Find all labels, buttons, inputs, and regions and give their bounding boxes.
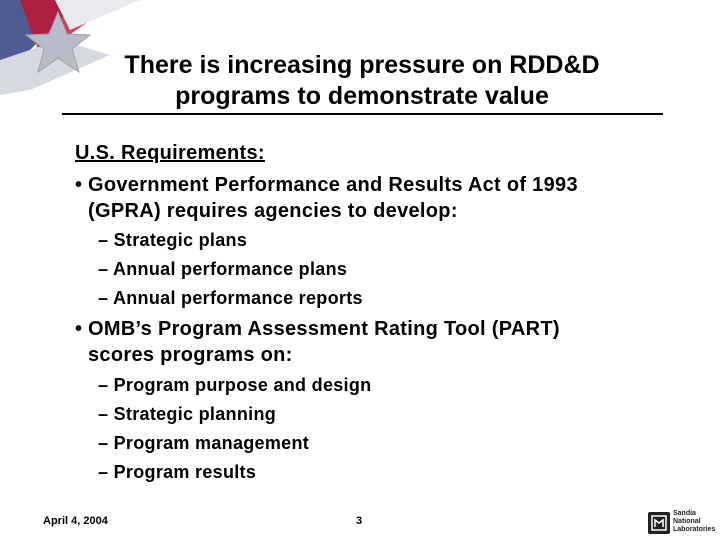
sub-item-program-purpose: – Program purpose and design (98, 375, 372, 395)
bullet-part (75, 316, 675, 368)
bullet-part-line-2: scores programs on: (88, 344, 293, 366)
bullet-mark: • (75, 174, 83, 196)
sub-item-program-results: – Program results (98, 462, 257, 482)
thunderbird-icon (648, 512, 670, 534)
slide-title (62, 50, 662, 112)
bullet-part-line-1: OMB’s Program Assessment Rating Tool (PART) (88, 318, 560, 340)
sub-item-annual-performance-plans: – Annual performance plans (98, 259, 348, 279)
title-underline-rule (62, 113, 663, 115)
bullet-gpra (75, 172, 675, 224)
sandia-logo (648, 510, 716, 538)
logo-text: Sandia National Laboratories (673, 510, 716, 533)
title-line-1: There is increasing pressure on RDD&D (124, 51, 600, 79)
bullet-mark: • (75, 318, 83, 340)
sub-item-strategic-plans: – Strategic plans (98, 230, 248, 250)
sub-item-program-management: – Program management (98, 433, 310, 453)
title-line-2: programs to demonstrate value (175, 82, 549, 110)
bullet-gpra-line-1: Government Performance and Results Act of 1993 (88, 174, 578, 196)
sub-item-strategic-planning: – Strategic planning (98, 404, 277, 424)
sub-item-annual-performance-reports: – Annual performance reports (98, 288, 363, 308)
footer-date: April 4, 2004 (43, 515, 108, 527)
requirements-heading: U.S. Requirements: (75, 142, 265, 164)
page-number: 3 (356, 515, 363, 527)
bullet-gpra-line-2: (GPRA) requires agencies to develop: (88, 200, 458, 222)
